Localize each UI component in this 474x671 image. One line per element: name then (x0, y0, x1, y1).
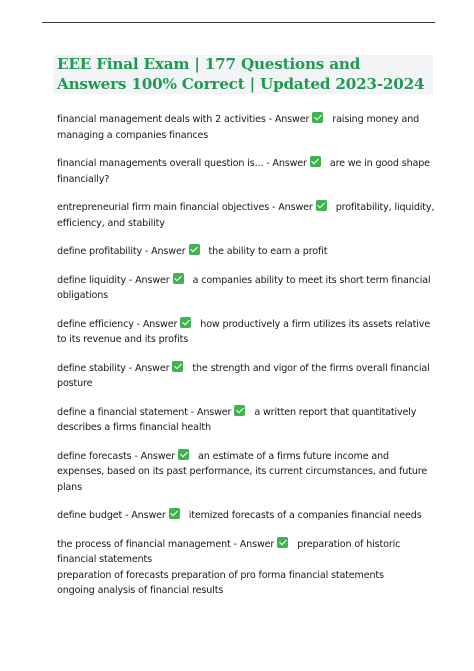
question-text: the process of financial management - (57, 538, 240, 550)
qa-item (57, 200, 437, 231)
qa-list (57, 112, 437, 612)
checkmark-icon (172, 361, 183, 372)
qa-item (57, 361, 437, 392)
checkmark-icon (312, 112, 323, 123)
question-text: define a financial statement - (57, 406, 197, 418)
answer-text: preparation of historic financial statements (57, 538, 401, 565)
qa-item (57, 405, 437, 436)
question-text: define stability - (57, 362, 135, 374)
answer-text-continued: preparation of forecasts preparation of pro forma financial statements (57, 569, 384, 581)
qa-item (57, 537, 437, 599)
question-text: define budget - (57, 510, 132, 521)
answer-label: Answer (278, 202, 313, 213)
answer-text: profitability, liquidity, efficiency, and stability (57, 202, 435, 229)
checkmark-icon (316, 200, 327, 211)
answer-text: itemized forecasts of a companies financial needs (188, 510, 422, 521)
top-divider (42, 22, 435, 23)
answer-label: Answer (140, 450, 176, 462)
question-text: define efficiency - (57, 318, 143, 330)
answer-label: Answer (142, 318, 178, 330)
checkmark-icon (169, 508, 180, 519)
document-title: EEE Final Exam | 177 Questions and Answers 100% Correct | Updated 2023-2024 (57, 55, 425, 93)
answer-text: a written report that quantitatively describes a firms financial health (57, 406, 417, 433)
qa-item (57, 244, 437, 260)
qa-item (57, 449, 437, 496)
answer-label: Answer (239, 538, 275, 550)
checkmark-icon (310, 156, 321, 167)
answer-label: Answer (272, 158, 307, 169)
answer-text: the strength and vigor of the firms overall financial posture (57, 362, 430, 389)
checkmark-icon (180, 317, 191, 328)
answer-text: an estimate of a firms future income and expenses, based on its past performance, its current circumstances, and future plans (57, 450, 428, 493)
question-text: define liquidity - (57, 274, 136, 286)
answer-text: how productively a firm utilizes its assets relative to its revenue and its profits (57, 318, 431, 345)
qa-item (57, 112, 437, 143)
answer-text: a companies ability to meet its short term financial obligations (57, 274, 431, 301)
answer-label: Answer (151, 246, 186, 257)
question-text: entrepreneurial firm main financial objectives - (57, 202, 279, 213)
answer-text: the ability to earn a profit (208, 246, 328, 257)
qa-item (57, 273, 437, 304)
qa-item (57, 508, 437, 524)
checkmark-icon (277, 537, 288, 548)
checkmark-icon (189, 244, 200, 255)
answer-label: Answer (131, 510, 166, 521)
checkmark-icon (178, 449, 189, 460)
answer-label: Answer (196, 406, 232, 418)
answer-label: Answer (135, 274, 170, 286)
answer-label: Answer (274, 114, 310, 125)
answer-label: Answer (134, 362, 170, 374)
answer-text-continued: ongoing analysis of financial results (57, 585, 224, 596)
checkmark-icon (173, 273, 184, 284)
question-text: financial managements overall question is... - (57, 158, 273, 169)
qa-item (57, 317, 437, 348)
question-text: define profitability - (57, 246, 152, 257)
answer-text: raising money and managing a companies finances (57, 114, 420, 141)
answer-text: are we in good shape financially? (57, 158, 430, 185)
question-text: define forecasts - (57, 450, 141, 462)
checkmark-icon (234, 405, 245, 416)
question-text: financial management deals with 2 activities - (57, 114, 275, 125)
qa-item (57, 156, 437, 187)
